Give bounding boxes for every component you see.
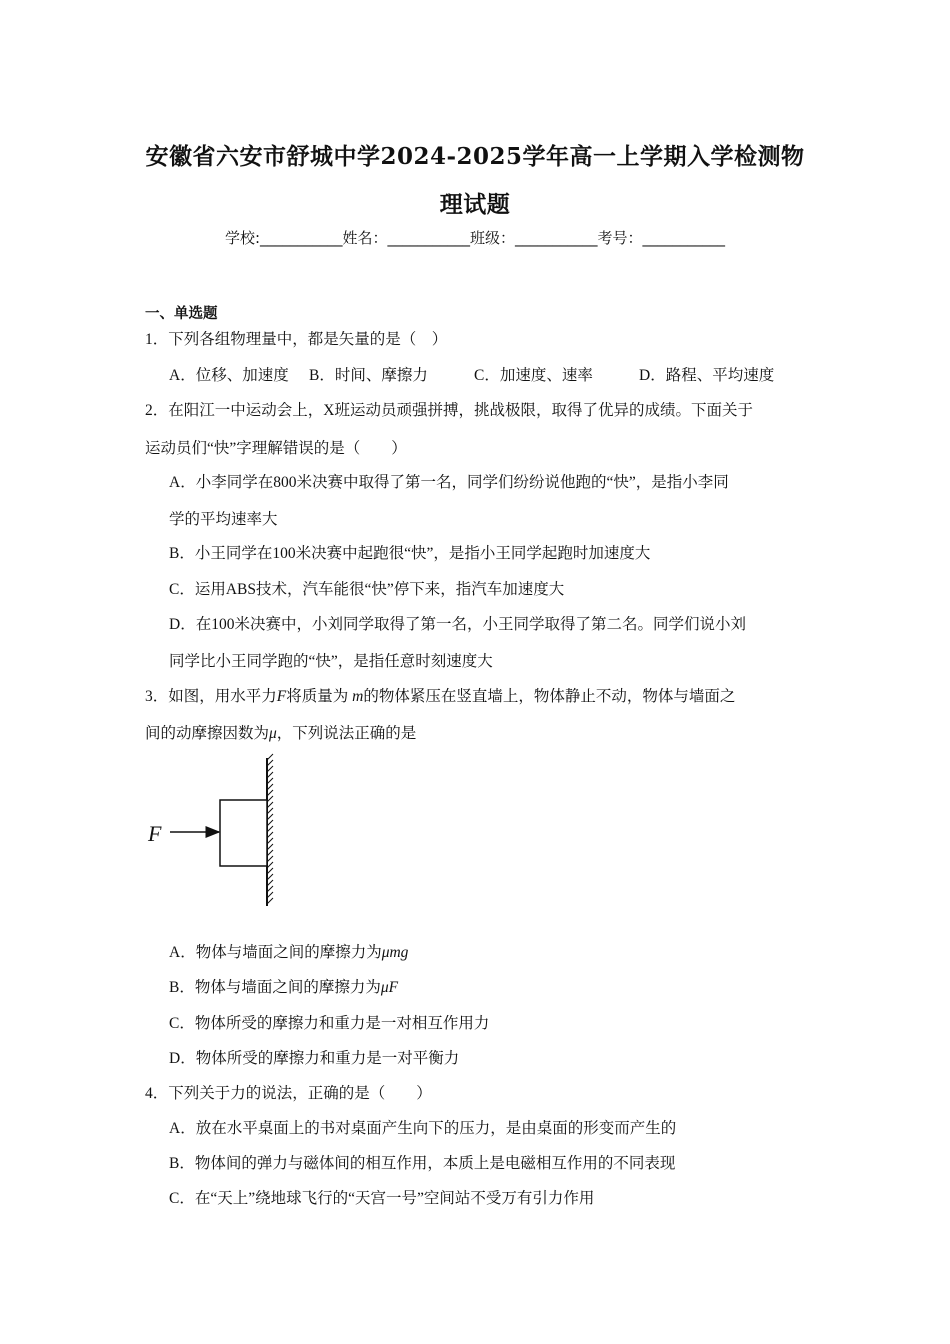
q4-option-b: B．物体间的弹力与磁体间的相互作用，本质上是电磁相互作用的不同表现	[169, 1155, 676, 1172]
q2-option-b: B．小王同学在100米决赛中起跑很“快”，是指小王同学起跑时加速度大	[169, 545, 651, 562]
number-field: 考号：___________	[597, 229, 726, 247]
q3-option-b	[169, 975, 398, 997]
q1-option-b: B．时间、摩擦力	[309, 367, 428, 384]
q4-stem: 4．下列关于力的说法，正确的是（ ）	[145, 1085, 432, 1102]
q3-stem-text: 将质量为	[286, 688, 353, 705]
q3-option-b-text: B．物体与墙面之间的摩擦力为	[169, 979, 381, 996]
q3-stem-text: 间的动摩擦因数为	[145, 725, 270, 742]
q2-option-d-line1: D．在100米决赛中，小刘同学取得了第一名，小王同学取得了第二名。同学们说小刘	[169, 616, 746, 633]
var-mu-f: μF	[380, 979, 399, 996]
q3-stem-text: 3．如图，用水平力	[145, 688, 277, 705]
q2-stem-line2: 运动员们“快”字理解错误的是（ ）	[145, 440, 407, 457]
q3-stem-text: 的物体紧压在竖直墙上，物体静止不动，物体与墙面之	[363, 688, 736, 705]
q3-option-d: D．物体所受的摩擦力和重力是一对平衡力	[169, 1050, 460, 1067]
q1-option-d: D．路程、平均速度	[639, 367, 775, 384]
q2-option-c: C．运用ABS技术，汽车能很“快”停下来，指汽车加速度大	[169, 581, 565, 598]
q3-stem-text: ，下列说法正确的是	[276, 725, 417, 742]
force-wall-diagram	[140, 752, 290, 912]
q2-option-a-line1: A．小李同学在800米决赛中取得了第一名，同学们纷纷说他跑的“快”，是指小李同	[169, 474, 729, 491]
school-field: 学校:___________	[224, 229, 343, 247]
name-field: 姓名：___________	[342, 229, 471, 247]
q1-option-c: C．加速度、速率	[474, 367, 593, 384]
var-m: m	[352, 688, 364, 705]
q3-stem-line1	[145, 684, 735, 706]
q4-option-a: A．放在水平桌面上的书对桌面产生向下的压力，是由桌面的形变而产生的	[169, 1120, 677, 1137]
title-line-1: 安徽省六安市舒城中学2024-2025学年高一上学期入学检测物	[145, 143, 805, 170]
title-line-2: 理试题	[439, 191, 511, 218]
q3-option-a-text: A．物体与墙面之间的摩擦力为	[169, 944, 382, 961]
var-mu: μ	[269, 725, 277, 742]
var-mu-mg: μmg	[381, 944, 409, 961]
q2-stem-line1: 2．在阳江一中运动会上，X班运动员顽强拼搏，挑战极限，取得了优异的成绩。下面关于	[145, 402, 753, 419]
student-info-fields	[0, 227, 950, 248]
q4-option-c: C．在“天上”绕地球飞行的“天宫一号”空间站不受万有引力作用	[169, 1190, 595, 1207]
q1-option-a: A．位移、加速度	[169, 367, 289, 384]
q2-option-d-line2: 同学比小王同学跑的“快”，是指任意时刻速度大	[169, 653, 493, 670]
block	[220, 800, 267, 866]
q1-stem: 1．下列各组物理量中，都是矢量的是（ ）	[145, 331, 448, 348]
q1-options	[169, 363, 774, 385]
class-field: 班级：___________	[470, 229, 598, 247]
q3-option-a	[169, 940, 408, 962]
var-f: F	[276, 688, 287, 705]
force-label: F	[148, 821, 162, 846]
section-heading: 一、单选题	[145, 306, 218, 322]
q3-option-c: C．物体所受的摩擦力和重力是一对相互作用力	[169, 1015, 490, 1032]
q2-option-a-line2: 学的平均速率大	[169, 511, 278, 528]
q3-stem-line2	[145, 721, 416, 743]
